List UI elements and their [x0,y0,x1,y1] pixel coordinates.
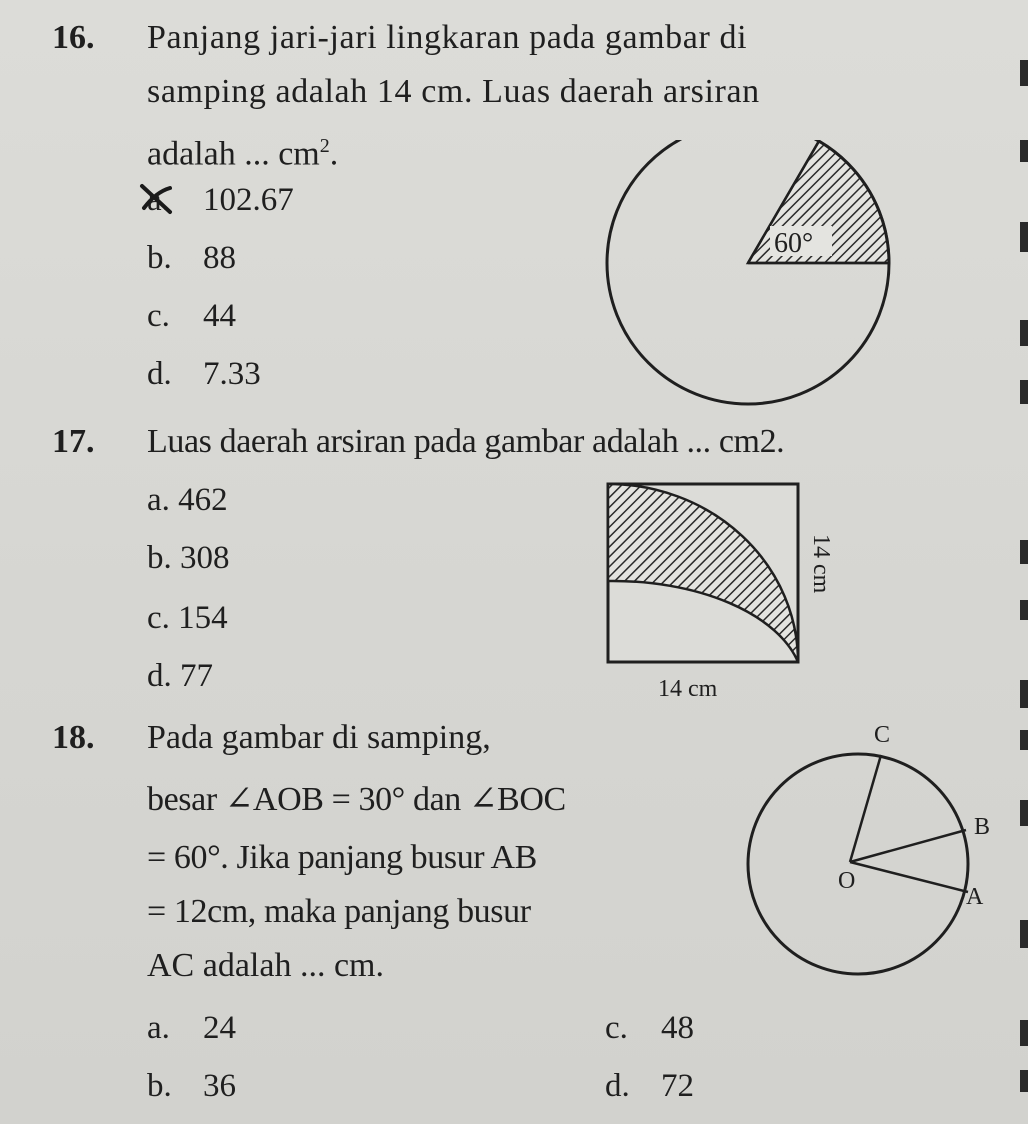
q18-label-b: B [974,814,991,840]
q18-text-line2: besar ∠AOB = 30° dan ∠BOC [147,781,566,818]
q16-text-line1: Panjang jari-jari lingkaran pada gambar di [147,19,748,56]
q16-option-c[interactable]: c. 44 [147,298,236,334]
q16-angle-label: 60° [774,228,814,259]
q18-option-a[interactable]: a. 24 [147,1010,236,1046]
q16-number: 16. [52,19,95,56]
q16-text-line2: samping adalah 14 cm. Luas daerah arsiran [147,73,760,110]
page-edge-mark [1020,380,1028,404]
page-edge-mark [1020,60,1028,86]
page-edge-mark [1020,540,1028,564]
q16-circle-figure [600,140,900,430]
q18-option-b[interactable]: b. 36 [147,1068,236,1104]
q16-option-d[interactable]: d. 7.33 [147,356,261,392]
q17-option-d[interactable]: d. 77 [147,658,213,694]
q17-text-line1: Luas daerah arsiran pada gambar adalah ... cm2. [147,423,785,460]
page-edge-mark [1020,1070,1028,1092]
q17-side-label: 14 cm [808,534,834,594]
q18-label-a: A [966,884,984,910]
q17-bottom-label: 14 cm [658,676,718,702]
page-edge-mark [1020,800,1028,826]
q18-label-c: C [874,722,891,748]
q18-option-c[interactable]: c. 48 [605,1010,694,1046]
q17-option-c[interactable]: c. 154 [147,600,228,636]
page-edge-mark [1020,320,1028,346]
page-edge-mark [1020,140,1028,162]
page-edge-mark [1020,680,1028,708]
q18-radius-oa [850,862,968,892]
q18-radius-ob [850,830,966,862]
page-edge-mark [1020,920,1028,948]
q18-label-o: O [838,868,856,894]
q18-text-line4: = 12cm, maka panjang busur [147,893,531,930]
q18-number: 18. [52,719,95,756]
q18-text-line1: Pada gambar di samping, [147,719,491,756]
page-edge-mark [1020,222,1028,252]
page-edge-mark [1020,1020,1028,1046]
q18-text-line3: = 60°. Jika panjang busur AB [147,839,537,876]
q18-radius-oc [850,755,881,862]
q16-text-line3: adalah ... $cm^2$. [147,135,339,173]
q18-text-line5: AC adalah ... cm. [147,947,384,984]
q17-option-a[interactable]: a. 462 [147,482,228,518]
q17-square-figure [600,476,840,706]
answer-cross-mark-icon [136,178,176,218]
q18-option-d[interactable]: d. 72 [605,1068,694,1104]
q17-option-b[interactable]: b. 308 [147,540,230,576]
q16-option-b[interactable]: b. 88 [147,240,236,276]
q18-circle-figure [740,712,1010,982]
page-edge-mark [1020,600,1028,620]
page-edge-mark [1020,730,1028,750]
q17-number: 17. [52,423,95,460]
q16-option-a[interactable]: a. 102.67 [147,182,294,218]
